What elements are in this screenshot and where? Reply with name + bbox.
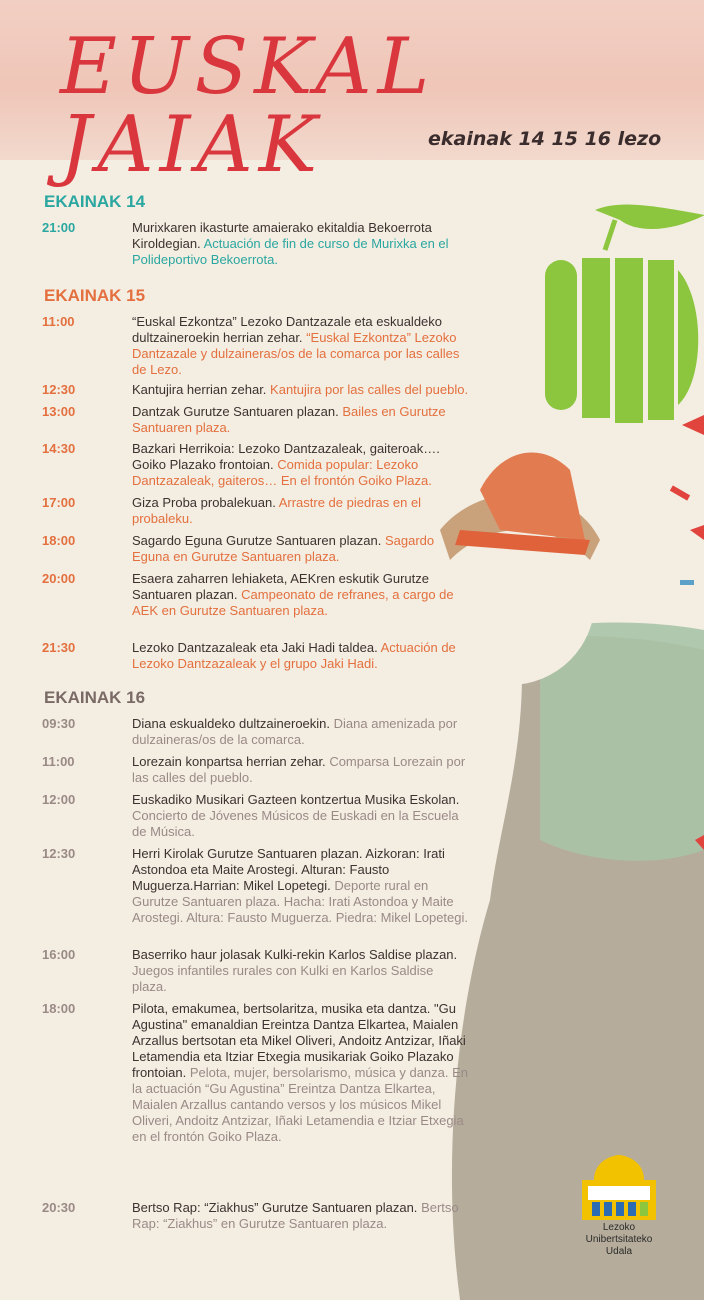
event-time: 14:30	[42, 441, 76, 456]
event-text-eu: Giza Proba probalekuan.	[132, 495, 276, 510]
event-text-es: Bailes en Gurutze Santuaren plaza.	[132, 404, 446, 435]
event-description	[132, 640, 470, 672]
logo-line: Unibertsitateko	[585, 1234, 653, 1245]
logo-caption	[574, 1222, 664, 1258]
event-description	[132, 1200, 470, 1232]
event-description	[132, 716, 470, 748]
event-time: 20:30	[42, 1200, 76, 1215]
event-text-es: Sagardo Eguna en Gurutze Santuaren plaza.	[132, 533, 435, 564]
apple-icon	[545, 205, 704, 423]
event-time: 11:00	[42, 314, 75, 329]
event-text-eu: Dantzak Gurutze Santuaren plazan.	[132, 404, 339, 419]
event-description	[132, 846, 470, 926]
event-description	[132, 792, 470, 840]
event-description	[132, 441, 470, 489]
event-time: 20:00	[42, 571, 76, 586]
event-description	[132, 947, 470, 995]
header-banner	[0, 0, 704, 190]
event-text-es: “Euskal Ezkontza” Lezoko Dantzazale y dulzaineras/os de la comarca por las calles de Lezo.	[132, 330, 460, 377]
event-text-es: Concierto de Jóvenes Músicos de Euskadi en la Escuela de Música.	[132, 808, 459, 839]
event-description	[132, 404, 470, 436]
logo-line: Udala	[605, 1246, 633, 1257]
event-text-eu: Lezoko Dantzazaleak eta Jaki Hadi taldea.	[132, 640, 378, 655]
event-text-eu: Herri Kirolak Gurutze Santuaren plazan. Aizkoran: Irati Astondoa eta Maite Arostegi. Alturan: Fausto Muguerza.Harrian: Mikel Lopetegi.	[132, 846, 445, 893]
event-text-es: Juegos infantiles rurales con Kulki en Karlos Saldise plaza.	[132, 963, 434, 994]
logo-line: Lezoko	[602, 1222, 636, 1233]
event-description	[132, 1001, 470, 1145]
day-heading: EKAINAK 16	[44, 688, 146, 707]
event-text-eu: Sagardo Eguna Gurutze Santuaren plazan.	[132, 533, 382, 548]
event-text-es: Kantujira por las calles del pueblo.	[270, 382, 469, 397]
event-text-eu: Esaera zaharren lehiaketa, AEKren eskutik Gurutze Santuaren plazan.	[132, 571, 429, 602]
event-text-eu: Bazkari Herrikoia: Lezoko Dantzazaleak, gaiteroak…. Goiko Plazako frontoian.	[132, 441, 440, 472]
event-text-eu: Murixkaren ikasturte amaierako ekitaldia Bekoerrota Kiroldegian.	[132, 220, 432, 251]
event-text-eu: Diana eskualdeko dultzaineroekin.	[132, 716, 331, 731]
event-time: 11:00	[42, 754, 75, 769]
event-text-eu: Lorezain konpartsa herrian zehar.	[132, 754, 326, 769]
event-time: 18:00	[42, 533, 76, 548]
event-text-eu: Baserriko haur jolasak Kulki-rekin Karlos Saldise plazan.	[132, 947, 458, 962]
event-time: 12:00	[42, 792, 76, 807]
event-time: 18:00	[42, 1001, 76, 1016]
event-description	[132, 571, 470, 619]
event-text-eu: “Euskal Ezkontza” Lezoko Dantzazale eta eskualdeko dultzaineroekin herrian zehar.	[132, 314, 443, 345]
event-text-eu: Euskadiko Musikari Gazteen kontzertua Musika Eskolan.	[132, 792, 460, 807]
event-description	[132, 382, 470, 398]
event-text-es: Pelota, mujer, bersolarismo, música y danza. En la actuación “Gu Agustina” Ereintza Dantza Elkartea, Maialen Arzallus cantando versos y los músicos Mikel Oliveri, Andoitz Antzizar, Iñaki Letamendia e Itziar Etxegia en el frontón Goiko Plaza.	[132, 1065, 469, 1144]
event-text-es: Deporte rural en Gurutze Santuaren plaza. Hacha: Irati Astondoa y Maite Arostegi. Altura: Fausto Muguerza. Piedra: Mikel Lopetegi.	[132, 878, 469, 925]
day-heading: EKAINAK 14	[44, 192, 146, 211]
event-text-eu: Kantujira herrian zehar.	[132, 382, 267, 397]
event-text-eu: Pilota, emakumea, bertsolaritza, musika eta dantza. "Gu Agustina" emanaldian Ereintza Dantza Elkartea, Maialen Arzallus bertsotan eta Mikel Oliveri, Andoitz Antzizar, Iñaki Letamendia eta Itziar Etxegia musikariak Goiko Plazako frontoian.	[132, 1001, 466, 1080]
event-description	[132, 314, 470, 378]
event-time: 17:00	[42, 495, 76, 510]
event-time: 12:30	[42, 382, 76, 397]
event-time: 16:00	[42, 947, 76, 962]
event-text-es: Bertso Rap: “Ziakhus” en Gurutze Santuaren plaza.	[132, 1200, 459, 1231]
event-text-es: Comparsa Lorezain por las calles del pueblo.	[132, 754, 466, 785]
event-text-eu: Bertso Rap: “Ziakhus” Gurutze Santuaren plazan.	[132, 1200, 418, 1215]
event-text-es: Comida popular: Lezoko Dantzazaleak, gaiteros… En el frontón Goiko Plaza.	[132, 457, 432, 488]
event-time: 09:30	[42, 716, 76, 731]
event-description	[132, 495, 470, 527]
poster-subtitle: ekainak 14 15 16 lezo	[428, 128, 662, 150]
event-text-es: Campeonato de refranes, a cargo de AEK en Gurutze Santuaren plaza.	[132, 587, 454, 618]
event-time: 21:00	[42, 220, 76, 235]
event-time: 12:30	[42, 846, 76, 861]
event-description	[132, 220, 470, 268]
event-text-es: Actuación de Lezoko Dantzazaleak y el grupo Jaki Hadi.	[132, 640, 456, 671]
event-description	[132, 533, 470, 565]
poster-title: EUSKAL JAIAK	[60, 22, 436, 190]
event-time: 13:00	[42, 404, 76, 419]
event-text-es: Actuación de fin de curso de Murixka en el Polideportivo Bekoerrota.	[132, 236, 449, 267]
day-heading: EKAINAK 15	[44, 286, 146, 305]
event-text-es: Diana amenizada por dulzaineras/os de la comarca.	[132, 716, 458, 747]
event-description	[132, 754, 470, 786]
event-time: 21:30	[42, 640, 76, 655]
event-text-es: Arrastre de piedras en el probaleku.	[132, 495, 422, 526]
